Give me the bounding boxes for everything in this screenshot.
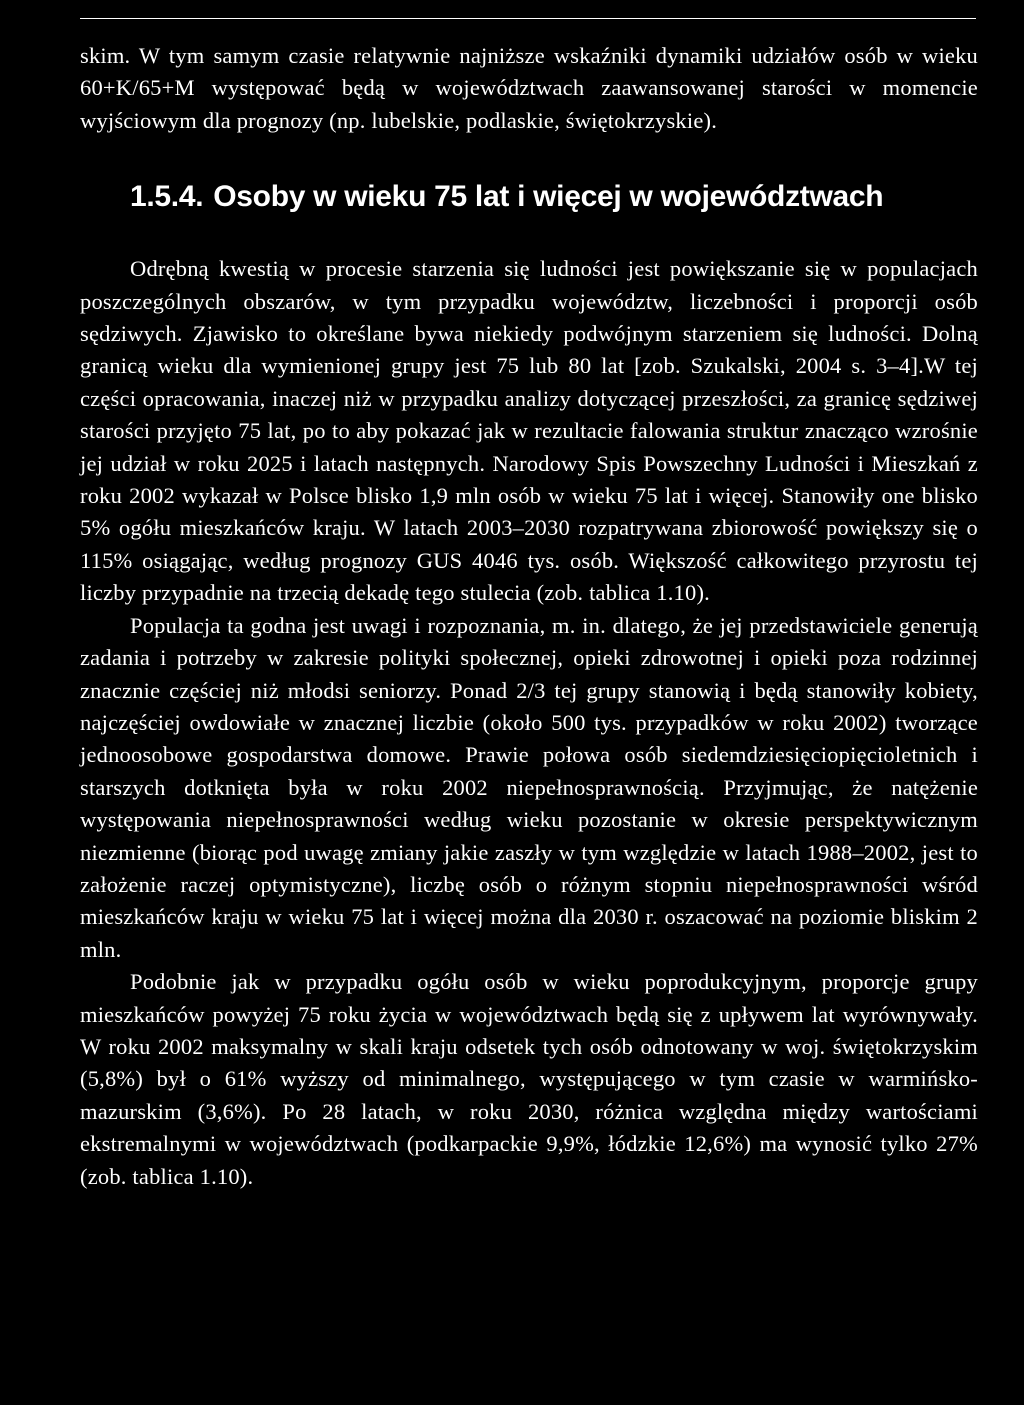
document-page [80, 40, 978, 1193]
paragraph-3: Podobnie jak w przypadku ogółu osób w wieku poprodukcyjnym, proporcje grupy mieszkańców powyżej 75 roku życia w województwach będą się z upływem lat wyrównywały. W roku 2002 maksymalny w skali kraju odsetek tych osób odnotowany w woj. świętokrzyskim (5,8%) był o 61% wyższy od minimalnego, występującego w tym czasie w warmińsko-mazurskim (3,6%). Po 28 latach, w roku 2030, różnica względna między wartościami ekstremalnymi w województwach (podkarpackie 9,9%, łódzkie 12,6%) ma wynosić tylko 27% (zob. tablica 1.10). [80, 969, 978, 1189]
paragraph-1: Odrębną kwestią w procesie starzenia się ludności jest powiększanie się w populacjach poszczególnych obszarów, w tym przypadku województw, liczebności i proporcji osób sędziwych. Zjawisko to określane bywa niekiedy podwójnym starzeniem się ludności. Dolną granicą wieku dla wymienionej grupy jest 75 lub 80 lat [zob. Szukalski, 2004 s. 3–4].W tej części opracowania, inaczej niż w przypadku analizy dotyczącej przeszłości, za granicę sędziwej starości przyjęto 75 lat, po to aby pokazać jak w rezultacie falowania struktur znacząco wzrośnie jej udział w roku 2025 i latach następnych. Narodowy Spis Powszechny Ludności i Mieszkań z roku 2002 wykazał w Polsce blisko 1,9 mln osób w wieku 75 lat i więcej. Stanowiły one blisko 5% ogółu mieszkańców kraju. W latach 2003–2030 rozpatrywana zbiorowość powiększy się o 115% osiągając, według prognozy GUS 4046 tys. osób. Większość całkowitego przyrostu tej liczby przypadnie na trzecią dekadę tego stulecia (zob. tablica 1.10). [80, 256, 978, 606]
paragraph-2: Populacja ta godna jest uwagi i rozpoznania, m. in. dlatego, że jej przedstawiciele generują zadania i potrzeby w zakresie polityki społecznej, opieki zdrowotnej i opieki poza rodzinnej znacznie częściej niż młodsi seniorzy. Ponad 2/3 tej grupy stanowią i będą stanowiły kobiety, najczęściej owdowiałe w znacznej liczbie (około 500 tys. przypadków w roku 2002) tworzące jednoosobowe gospodarstwa domowe. Prawie połowa osób siedemdziesięciopięcioletnich i starszych dotknięta była w roku 2002 niepełnosprawnością. Przyjmując, że natężenie występowania niepełnosprawności według wieku pozostanie w okresie perspektywicznym niezmienne (biorąc pod uwagę zmiany jakie zaszły w tym względzie w latach 1988–2002, jest to założenie raczej optymistyczne), liczbę osób o różnym stopniu niepełnosprawności wśród mieszkańców kraju w wieku 75 lat i więcej można dla 2030 r. oszacować na poziomie bliskim 2 mln. [80, 612, 978, 962]
section-heading [80, 179, 978, 215]
top-rule [80, 18, 976, 19]
paragraph-continuation: skim. W tym samym czasie relatywnie najniższe wskaźniki dynamiki udziałów osób w wieku 60+K/65+M występować będą w województwach zaawansowanej starości w momencie wyjściowym dla prognozy (np. lubelskie, podlaskie, świętokrzyskie). [80, 43, 978, 133]
section-title: Osoby w wieku 75 lat i więcej w województwach [213, 180, 884, 214]
section-number: 1.5.4. [130, 180, 204, 214]
